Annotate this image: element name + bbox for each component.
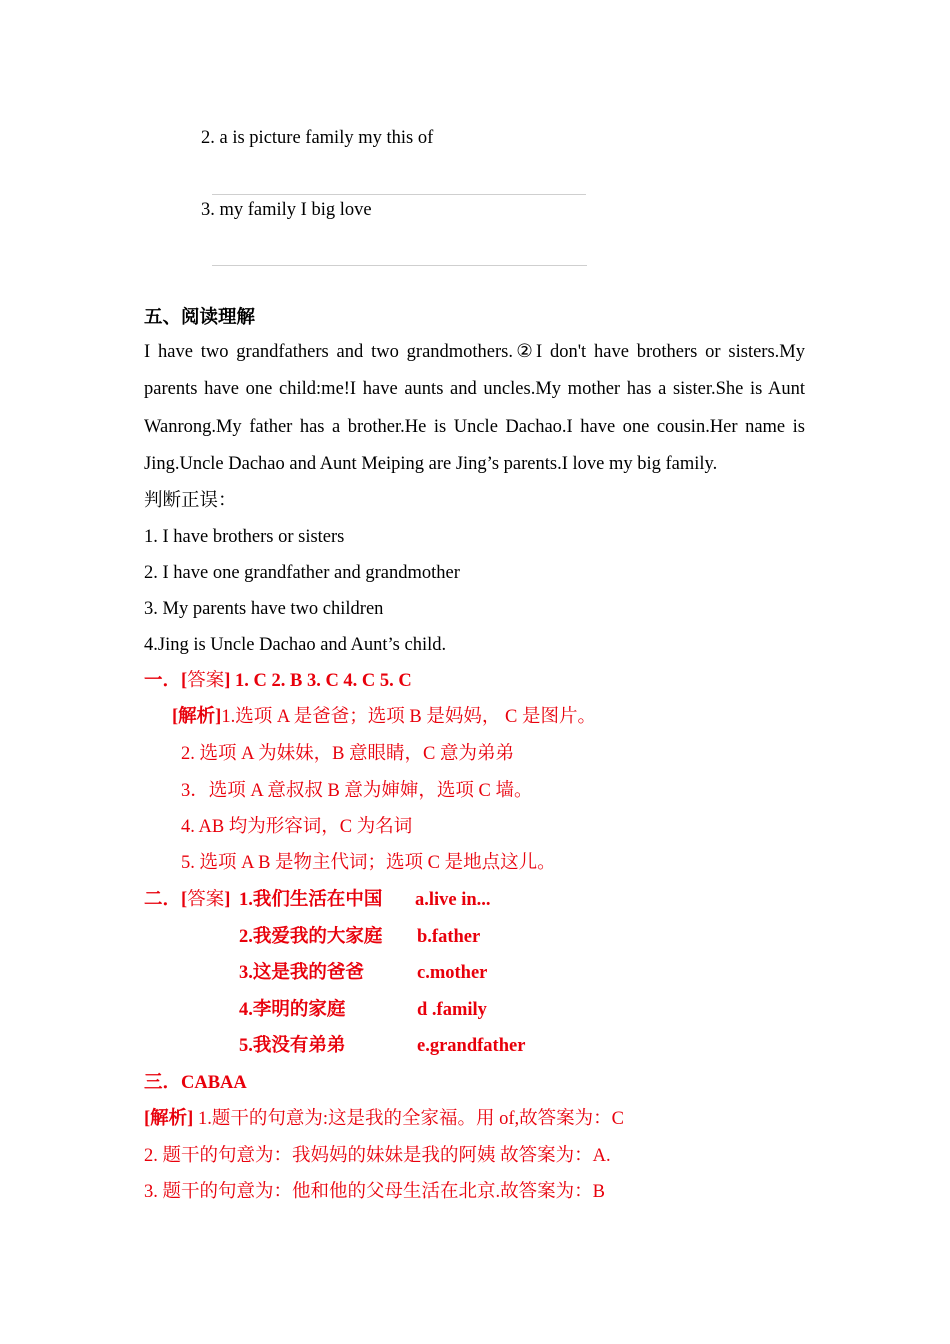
answer-1 bbox=[144, 669, 412, 693]
answer-1-explain-2: 2. 选项 A 为妹妹，B 意眼睛，C 意为弟弟 bbox=[181, 744, 515, 764]
answer-1-tag-bracket: [ bbox=[181, 671, 188, 691]
match-cn-1: 1.我们生活在中国 bbox=[239, 890, 383, 910]
answer-line-q2 bbox=[212, 194, 586, 195]
match-cn-5: 5.我没有弟弟 bbox=[239, 1036, 346, 1056]
answer-1-explain-text-1: 1.选项 A 是爸爸；选项 B 是妈妈， C 是图片。 bbox=[221, 707, 596, 727]
answer-1-tag-close: ] bbox=[224, 671, 231, 691]
answer-1-explain-3: 3．选项 A 意叔叔 B 意为婶婶，选项 C 墙。 bbox=[181, 781, 533, 801]
answer-1-explain-4: 4. AB 均为形容词，C 为名词 bbox=[181, 817, 413, 837]
answer-2 bbox=[144, 888, 230, 912]
match-en-2: b.father bbox=[417, 927, 481, 947]
answer-1-explain-5: 5. 选项 A B 是物主代词；选项 C 是地点这儿。 bbox=[181, 853, 556, 873]
answer-3-explain-2: 2. 题干的句意为：我妈妈的妹妹是我的阿姨 故答案为：A. bbox=[144, 1146, 611, 1166]
judge-item-2: 2. I have one grandfather and grandmother bbox=[144, 563, 460, 583]
answer-2-tag-open: [ bbox=[181, 890, 188, 910]
judge-item-3: 3. My parents have two children bbox=[144, 599, 384, 619]
answer-3-explain-tag: [解析] bbox=[144, 1109, 194, 1129]
judge-item-4: 4.Jing is Uncle Dachao and Aunt’s child. bbox=[144, 635, 447, 655]
answer-1-prefix: 一． bbox=[144, 671, 182, 691]
reading-passage: I have two grandfathers and two grandmothers.②I don't have brothers or sisters.My parents have one child:me!I have aunts and uncles.My mother has a sister.She is Aunt Wanrong.My father has a brother.He is Uncle Dachao.I have one cousin.Her name is Jing.Uncle Dachao and Aunt Meiping are Jing’s parents.I love my big family. bbox=[144, 342, 805, 474]
answer-1-values: 1. C 2. B 3. C 4. C 5. C bbox=[230, 671, 412, 691]
answer-1-explain-tag: [解析] bbox=[172, 707, 222, 727]
judge-instruction: 判断正误： bbox=[144, 491, 237, 511]
match-en-5: e.grandfather bbox=[417, 1036, 526, 1056]
section-title-reading: 五、阅读理解 bbox=[144, 308, 256, 328]
answer-3-title: 三．CABAA bbox=[144, 1073, 247, 1093]
answer-3-explain-text-1: 1.题干的句意为:这是我的全家福。用 of,故答案为：C bbox=[193, 1109, 624, 1129]
scramble-q2: 2. a is picture family my this of bbox=[201, 128, 434, 148]
scramble-q3: 3. my family I big love bbox=[201, 200, 372, 220]
judge-item-1: 1. I have brothers or sisters bbox=[144, 527, 345, 547]
match-cn-4: 4.李明的家庭 bbox=[239, 1000, 346, 1020]
match-en-1: a.live in... bbox=[415, 890, 491, 910]
answer-3-explain-3: 3. 题干的句意为：他和他的父母生活在北京.故答案为：B bbox=[144, 1182, 605, 1202]
match-cn-2: 2.我爱我的大家庭 bbox=[239, 927, 383, 947]
answer-2-prefix: 二． bbox=[144, 890, 182, 910]
answer-1-explain-1 bbox=[172, 705, 596, 729]
answer-2-tag-text: 答案 bbox=[187, 890, 225, 910]
answer-1-tag-text: 答案 bbox=[187, 671, 225, 691]
match-en-3: c.mother bbox=[417, 963, 488, 983]
answer-3-explain-1 bbox=[144, 1107, 624, 1131]
answer-line-q3 bbox=[212, 265, 587, 266]
match-en-4: d .family bbox=[417, 1000, 487, 1020]
answer-2-tag-close: ] bbox=[224, 890, 231, 910]
match-cn-3: 3.这是我的爸爸 bbox=[239, 963, 364, 983]
